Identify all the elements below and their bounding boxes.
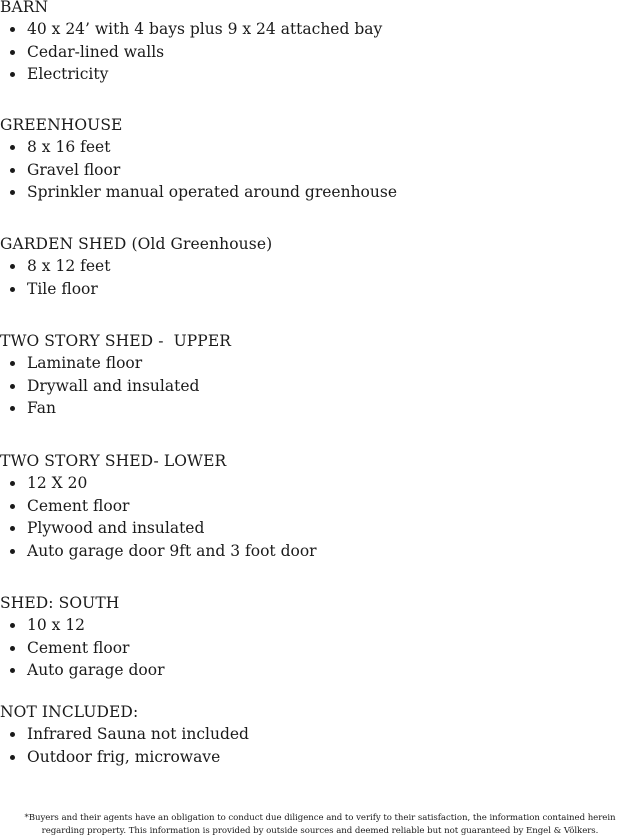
item-list [0,255,620,300]
section-garden-shed [0,233,620,300]
list-item [0,375,620,398]
list-item-text: Laminate floor [27,354,143,372]
section-shed-south [0,592,620,682]
bullet-icon [10,646,15,651]
list-item-text: Fan [27,399,56,417]
list-item [0,723,620,746]
list-item [0,659,620,682]
bullet-icon [10,27,15,32]
item-list [0,136,620,204]
bullet-icon [10,361,15,366]
list-item [0,18,620,41]
list-item [0,41,620,64]
disclaimer-line: regarding property. This information is provided by outside sources and deemed reliable but not guaranteed by Engel & Völkers. [41,826,599,836]
item-list [0,472,620,562]
section-heading: TWO STORY SHED - UPPER [0,332,232,350]
section-two-story-shed-lower [0,450,620,562]
list-item [0,159,620,182]
section-two-story-shed-upper [0,330,620,420]
list-item-text: Tile floor [27,279,98,298]
bullet-icon [10,264,15,269]
bullet-icon [10,668,15,673]
section-heading: GARDEN SHED (Old Greenhouse) [0,235,273,253]
section-heading: TWO STORY SHED- LOWER [0,452,227,470]
list-item [0,517,620,540]
item-list [0,18,620,86]
list-item [0,637,620,660]
list-item [0,495,620,518]
list-item [0,136,620,159]
section-greenhouse [0,114,620,204]
section-heading: NOT INCLUDED: [0,703,139,721]
list-item-text: 10 x 12 [27,616,86,634]
list-item-text: Electricity [27,65,109,83]
list-item [0,472,620,495]
bullet-icon [10,287,15,292]
list-item [0,181,620,204]
list-item-text: 12 X 20 [27,474,88,492]
list-item-text: Infrared Sauna not included [27,725,249,743]
list-item-text: Plywood and insulated [27,519,205,537]
bullet-icon [10,145,15,150]
bullet-icon [10,384,15,389]
bullet-icon [10,168,15,173]
list-item-text: Cement floor [27,638,130,657]
item-list [0,723,620,768]
list-item [0,540,620,563]
item-list [0,352,620,420]
list-item [0,746,620,769]
disclaimer [0,812,640,838]
list-item [0,255,620,278]
bullet-icon [10,504,15,509]
list-item-text: Auto garage door [27,661,165,679]
list-item [0,63,620,86]
disclaimer-line: *Buyers and their agents have an obligation to conduct due diligence and to verify to their satisfaction, the information contained herein [24,813,616,823]
list-item-text: Gravel floor [27,160,121,179]
bullet-icon [10,755,15,760]
bullet-icon [10,50,15,55]
item-list [0,614,620,682]
list-item-text: Cedar-lined walls [27,42,165,61]
list-item-text: Outdoor frig, microwave [27,747,221,766]
list-item-text: Drywall and insulated [27,376,200,395]
bullet-icon [10,623,15,628]
bullet-icon [10,526,15,531]
bullet-icon [10,190,15,195]
list-item [0,397,620,420]
list-item-text: Cement floor [27,496,130,515]
bullet-icon [10,481,15,486]
list-item [0,278,620,301]
section-heading: GREENHOUSE [0,116,123,134]
section-heading: BARN [0,0,49,16]
list-item-text: Sprinkler manual operated around greenhouse [27,183,397,201]
bullet-icon [10,406,15,411]
section-barn [0,0,620,86]
list-item [0,614,620,637]
bullet-icon [10,72,15,77]
section-heading: SHED: SOUTH [0,594,120,612]
section-not-included [0,701,620,768]
bullet-icon [10,549,15,554]
list-item-text: 8 x 16 feet [27,138,111,156]
list-item [0,352,620,375]
bullet-icon [10,732,15,737]
list-item-text: Auto garage door 9ft and 3 foot door [27,541,317,560]
list-item-text: 8 x 12 feet [27,257,111,275]
list-item-text: 40 x 24’ with 4 bays plus 9 x 24 attached bay [27,20,383,38]
